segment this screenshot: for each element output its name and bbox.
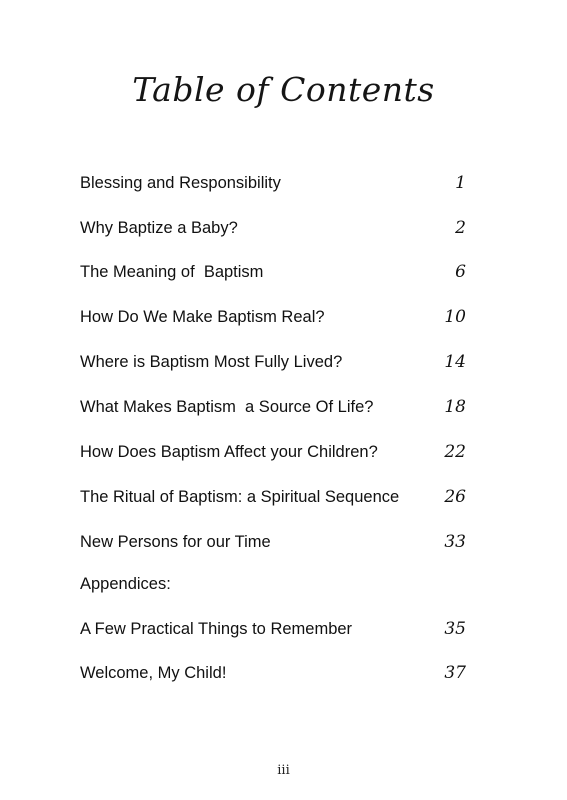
toc-entry-label: How Does Baptism Affect your Children? bbox=[80, 443, 378, 461]
toc-entry-label: How Do We Make Baptism Real? bbox=[80, 308, 325, 326]
toc-entry bbox=[80, 263, 470, 287]
toc-entry bbox=[80, 664, 470, 688]
toc-entry bbox=[80, 443, 470, 467]
toc-entry-label: Why Baptize a Baby? bbox=[80, 219, 238, 237]
toc-entry-label: New Persons for our Time bbox=[80, 533, 271, 551]
toc-entry bbox=[80, 353, 470, 377]
page-title: Table of Contents bbox=[132, 70, 435, 109]
toc-entry-label: Where is Baptism Most Fully Lived? bbox=[80, 353, 343, 371]
toc-entry-label: The Meaning of Baptism bbox=[80, 263, 264, 281]
toc-entry-page: 1 bbox=[455, 173, 466, 193]
toc-entry bbox=[80, 308, 470, 332]
toc-entry bbox=[80, 219, 470, 243]
toc-entry-page: 2 bbox=[455, 218, 466, 238]
toc-entry bbox=[80, 398, 470, 422]
toc-entry bbox=[80, 488, 470, 512]
toc-entry bbox=[80, 533, 470, 557]
toc-entry-page: 10 bbox=[444, 307, 466, 327]
toc-entry-page: 18 bbox=[444, 397, 466, 417]
toc-entry bbox=[80, 174, 470, 198]
toc-entry-page: 33 bbox=[444, 532, 466, 552]
toc-entry-label: A Few Practical Things to Remember bbox=[80, 620, 353, 638]
toc-entry-page: 37 bbox=[444, 663, 466, 683]
toc-entry-page: 35 bbox=[444, 619, 466, 639]
toc-entry-label: Appendices: bbox=[80, 575, 171, 593]
toc-section-heading bbox=[80, 575, 470, 599]
toc-entry-page: 14 bbox=[444, 352, 466, 372]
page-number: iii bbox=[277, 763, 290, 778]
toc-entry-label: What Makes Baptism a Source Of Life? bbox=[80, 398, 374, 416]
toc-entry-label: Welcome, My Child! bbox=[80, 664, 227, 682]
toc-entry-page: 26 bbox=[444, 487, 466, 507]
toc-entry-label: The Ritual of Baptism: a Spiritual Sequence bbox=[80, 488, 400, 506]
toc-entry-page: 6 bbox=[455, 262, 466, 282]
toc-entry-page: 22 bbox=[444, 442, 466, 462]
toc-entry-label: Blessing and Responsibility bbox=[80, 174, 281, 192]
toc-entry bbox=[80, 620, 470, 644]
